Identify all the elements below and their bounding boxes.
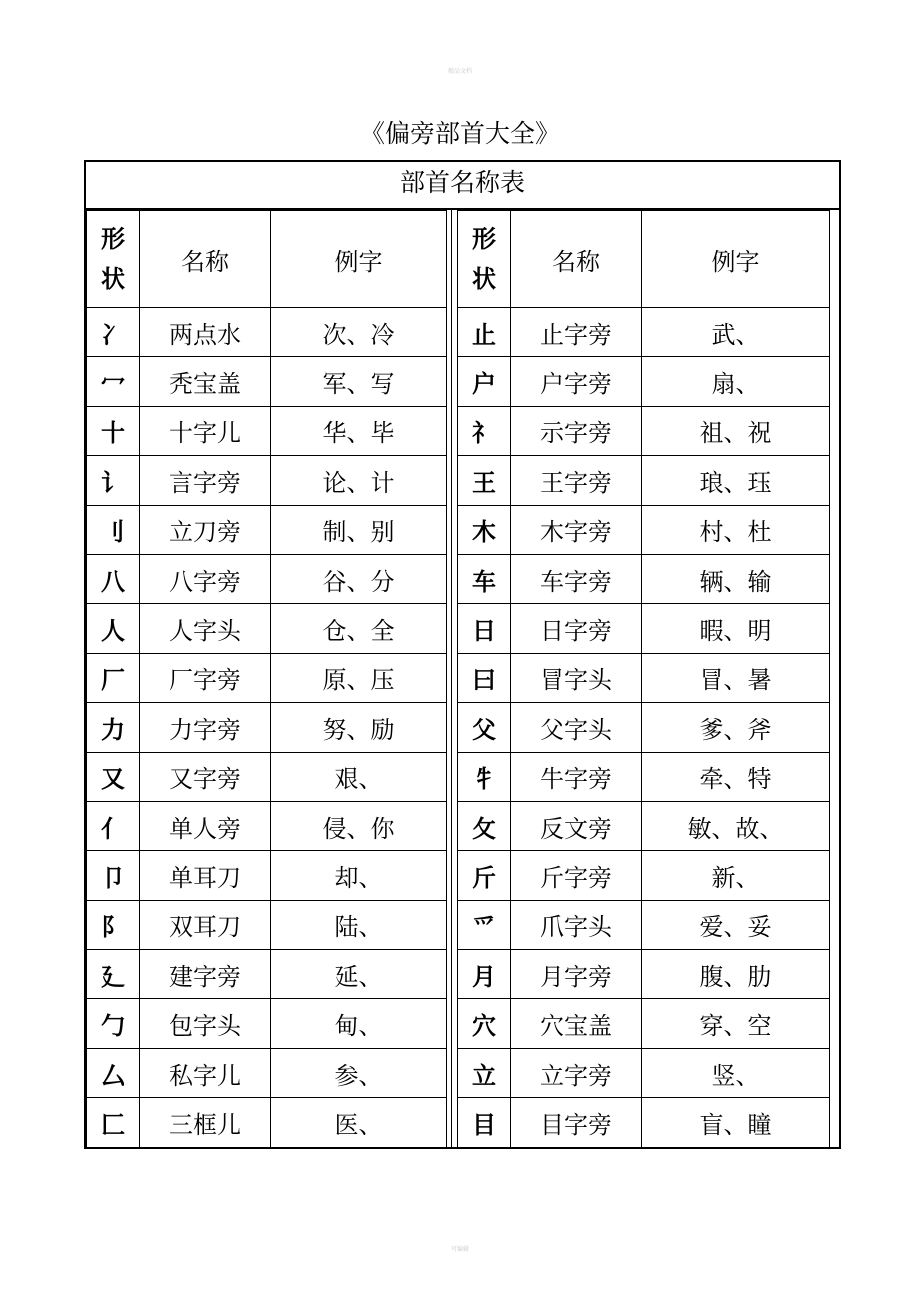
table-row — [458, 456, 830, 505]
table-row — [87, 703, 447, 752]
radical-name-cell: 目字旁 — [511, 1098, 642, 1147]
example-chars-cell: 牵、特 — [642, 752, 830, 801]
table-row — [87, 604, 447, 653]
example-chars-cell: 军、写 — [271, 357, 447, 406]
radical-shape-cell: 礻 — [458, 406, 511, 455]
table-row — [458, 308, 830, 357]
example-chars-cell: 谷、分 — [271, 554, 447, 603]
radical-shape-cell: 八 — [87, 554, 140, 603]
table-row — [87, 999, 447, 1048]
example-chars-cell: 医、 — [271, 1098, 447, 1147]
radical-name-cell: 人字头 — [140, 604, 271, 653]
radical-name-cell: 包字头 — [140, 999, 271, 1048]
radical-name-cell: 木字旁 — [511, 505, 642, 554]
radical-shape-cell: 月 — [458, 950, 511, 999]
example-chars-cell: 参、 — [271, 1048, 447, 1097]
table-header-row — [458, 211, 830, 308]
table-row — [87, 505, 447, 554]
radical-shape-cell: 牜 — [458, 752, 511, 801]
example-chars-cell: 爹、斧 — [642, 703, 830, 752]
center-divider — [446, 210, 452, 1149]
table-row — [458, 505, 830, 554]
column-header-name: 名称 — [140, 211, 271, 308]
example-chars-cell: 艰、 — [271, 752, 447, 801]
table-row — [87, 1098, 447, 1147]
radical-name-cell: 又字旁 — [140, 752, 271, 801]
radical-shape-cell: 人 — [87, 604, 140, 653]
radical-name-cell: 私字儿 — [140, 1048, 271, 1097]
radical-shape-cell: 厂 — [87, 653, 140, 702]
radical-shape-cell: 亻 — [87, 801, 140, 850]
table-row — [87, 406, 447, 455]
radical-shape-cell: 匚 — [87, 1098, 140, 1147]
radical-shape-cell: 力 — [87, 703, 140, 752]
radical-name-cell: 穴宝盖 — [511, 999, 642, 1048]
table-row — [458, 604, 830, 653]
table-row — [458, 554, 830, 603]
table-row — [87, 1048, 447, 1097]
radical-shape-cell: 目 — [458, 1098, 511, 1147]
table-row — [458, 999, 830, 1048]
column-header-name: 名称 — [511, 211, 642, 308]
example-chars-cell: 制、别 — [271, 505, 447, 554]
table-row — [458, 357, 830, 406]
radical-shape-cell: 车 — [458, 554, 511, 603]
radical-name-cell: 户字旁 — [511, 357, 642, 406]
example-chars-cell: 延、 — [271, 950, 447, 999]
radical-shape-cell: 勹 — [87, 999, 140, 1048]
example-chars-cell: 原、压 — [271, 653, 447, 702]
table-row — [87, 456, 447, 505]
radical-name-cell: 单人旁 — [140, 801, 271, 850]
radical-name-cell: 爪字头 — [511, 900, 642, 949]
radical-name-cell: 斤字旁 — [511, 851, 642, 900]
shape-header-char-2: 状 — [472, 265, 496, 293]
column-header-shape — [87, 211, 140, 308]
table-row — [87, 357, 447, 406]
example-chars-cell: 冒、暑 — [642, 653, 830, 702]
table-row — [87, 653, 447, 702]
radical-name-cell: 双耳刀 — [140, 900, 271, 949]
example-chars-cell: 暇、明 — [642, 604, 830, 653]
radical-name-cell: 秃宝盖 — [140, 357, 271, 406]
radical-name-cell: 父字头 — [511, 703, 642, 752]
example-chars-cell: 甸、 — [271, 999, 447, 1048]
example-chars-cell: 琅、珏 — [642, 456, 830, 505]
example-chars-cell: 仓、全 — [271, 604, 447, 653]
table-row — [458, 752, 830, 801]
radical-name-cell: 建字旁 — [140, 950, 271, 999]
radical-shape-cell: 穴 — [458, 999, 511, 1048]
table-row — [87, 900, 447, 949]
column-header-shape — [458, 211, 511, 308]
radical-shape-cell: 阝 — [87, 900, 140, 949]
example-chars-cell: 竖、 — [642, 1048, 830, 1097]
radical-shape-cell: 攵 — [458, 801, 511, 850]
table-row — [458, 950, 830, 999]
radical-name-cell: 月字旁 — [511, 950, 642, 999]
radical-name-cell: 车字旁 — [511, 554, 642, 603]
table-row — [87, 950, 447, 999]
radical-table-right — [457, 210, 830, 1148]
table-row — [458, 900, 830, 949]
radical-name-cell: 力字旁 — [140, 703, 271, 752]
radical-shape-cell: 止 — [458, 308, 511, 357]
radical-shape-cell: 冫 — [87, 308, 140, 357]
column-header-example: 例字 — [271, 211, 447, 308]
example-chars-cell: 却、 — [271, 851, 447, 900]
table-row — [458, 406, 830, 455]
table-header-row — [87, 211, 447, 308]
radical-name-cell: 牛字旁 — [511, 752, 642, 801]
radical-shape-cell: 卩 — [87, 851, 140, 900]
radical-name-cell: 八字旁 — [140, 554, 271, 603]
radical-shape-cell: 厶 — [87, 1048, 140, 1097]
radical-shape-cell: 十 — [87, 406, 140, 455]
example-chars-cell: 论、计 — [271, 456, 447, 505]
footer-watermark: 可编辑 — [450, 1246, 469, 1253]
radical-shape-cell: 日 — [458, 604, 511, 653]
document-title: 《偏旁部首大全》 — [359, 119, 560, 148]
radical-shape-cell: 讠 — [87, 456, 140, 505]
example-chars-cell: 腹、肋 — [642, 950, 830, 999]
table-row — [458, 653, 830, 702]
table-row — [87, 752, 447, 801]
radical-name-cell: 王字旁 — [511, 456, 642, 505]
table-caption: 部首名称表 — [84, 160, 841, 210]
radical-name-cell: 言字旁 — [140, 456, 271, 505]
example-chars-cell: 爱、妥 — [642, 900, 830, 949]
radical-name-cell: 冒字头 — [511, 653, 642, 702]
example-chars-cell: 辆、输 — [642, 554, 830, 603]
example-chars-cell: 新、 — [642, 851, 830, 900]
example-chars-cell: 祖、祝 — [642, 406, 830, 455]
radical-name-cell: 立刀旁 — [140, 505, 271, 554]
radical-name-cell: 单耳刀 — [140, 851, 271, 900]
radical-table-left — [86, 210, 447, 1148]
header-watermark: 精品文档 — [447, 68, 472, 75]
radical-name-cell: 两点水 — [140, 308, 271, 357]
column-header-example: 例字 — [642, 211, 830, 308]
radical-shape-cell: 冖 — [87, 357, 140, 406]
example-chars-cell: 武、 — [642, 308, 830, 357]
radical-shape-cell: 立 — [458, 1048, 511, 1097]
radical-name-cell: 十字儿 — [140, 406, 271, 455]
radical-shape-cell: 户 — [458, 357, 511, 406]
table-row — [458, 1098, 830, 1147]
radical-shape-cell: 廴 — [87, 950, 140, 999]
table-row — [87, 554, 447, 603]
table-row — [458, 1048, 830, 1097]
radical-shape-cell: 刂 — [87, 505, 140, 554]
radical-name-cell: 立字旁 — [511, 1048, 642, 1097]
example-chars-cell: 陆、 — [271, 900, 447, 949]
radical-shape-cell: 又 — [87, 752, 140, 801]
table-row — [87, 801, 447, 850]
radical-shape-cell: 斤 — [458, 851, 511, 900]
radical-name-cell: 日字旁 — [511, 604, 642, 653]
radical-name-cell: 三框儿 — [140, 1098, 271, 1147]
table-row — [458, 703, 830, 752]
example-chars-cell: 次、冷 — [271, 308, 447, 357]
table-row — [458, 851, 830, 900]
example-chars-cell: 敏、故、 — [642, 801, 830, 850]
example-chars-cell: 盲、瞳 — [642, 1098, 830, 1147]
shape-header-char-1: 形 — [472, 225, 496, 253]
table-row — [87, 851, 447, 900]
radical-shape-cell: 父 — [458, 703, 511, 752]
radical-shape-cell: 王 — [458, 456, 511, 505]
table-row — [87, 308, 447, 357]
shape-header-char-1: 形 — [101, 225, 125, 253]
table-row — [458, 801, 830, 850]
radical-name-cell: 止字旁 — [511, 308, 642, 357]
example-chars-cell: 扇、 — [642, 357, 830, 406]
example-chars-cell: 穿、空 — [642, 999, 830, 1048]
example-chars-cell: 村、杜 — [642, 505, 830, 554]
radical-name-cell: 示字旁 — [511, 406, 642, 455]
example-chars-cell: 华、毕 — [271, 406, 447, 455]
radical-shape-cell: 爫 — [458, 900, 511, 949]
radical-name-cell: 厂字旁 — [140, 653, 271, 702]
example-chars-cell: 努、励 — [271, 703, 447, 752]
radical-shape-cell: 曰 — [458, 653, 511, 702]
shape-header-char-2: 状 — [101, 265, 125, 293]
radical-name-cell: 反文旁 — [511, 801, 642, 850]
radical-shape-cell: 木 — [458, 505, 511, 554]
example-chars-cell: 侵、你 — [271, 801, 447, 850]
